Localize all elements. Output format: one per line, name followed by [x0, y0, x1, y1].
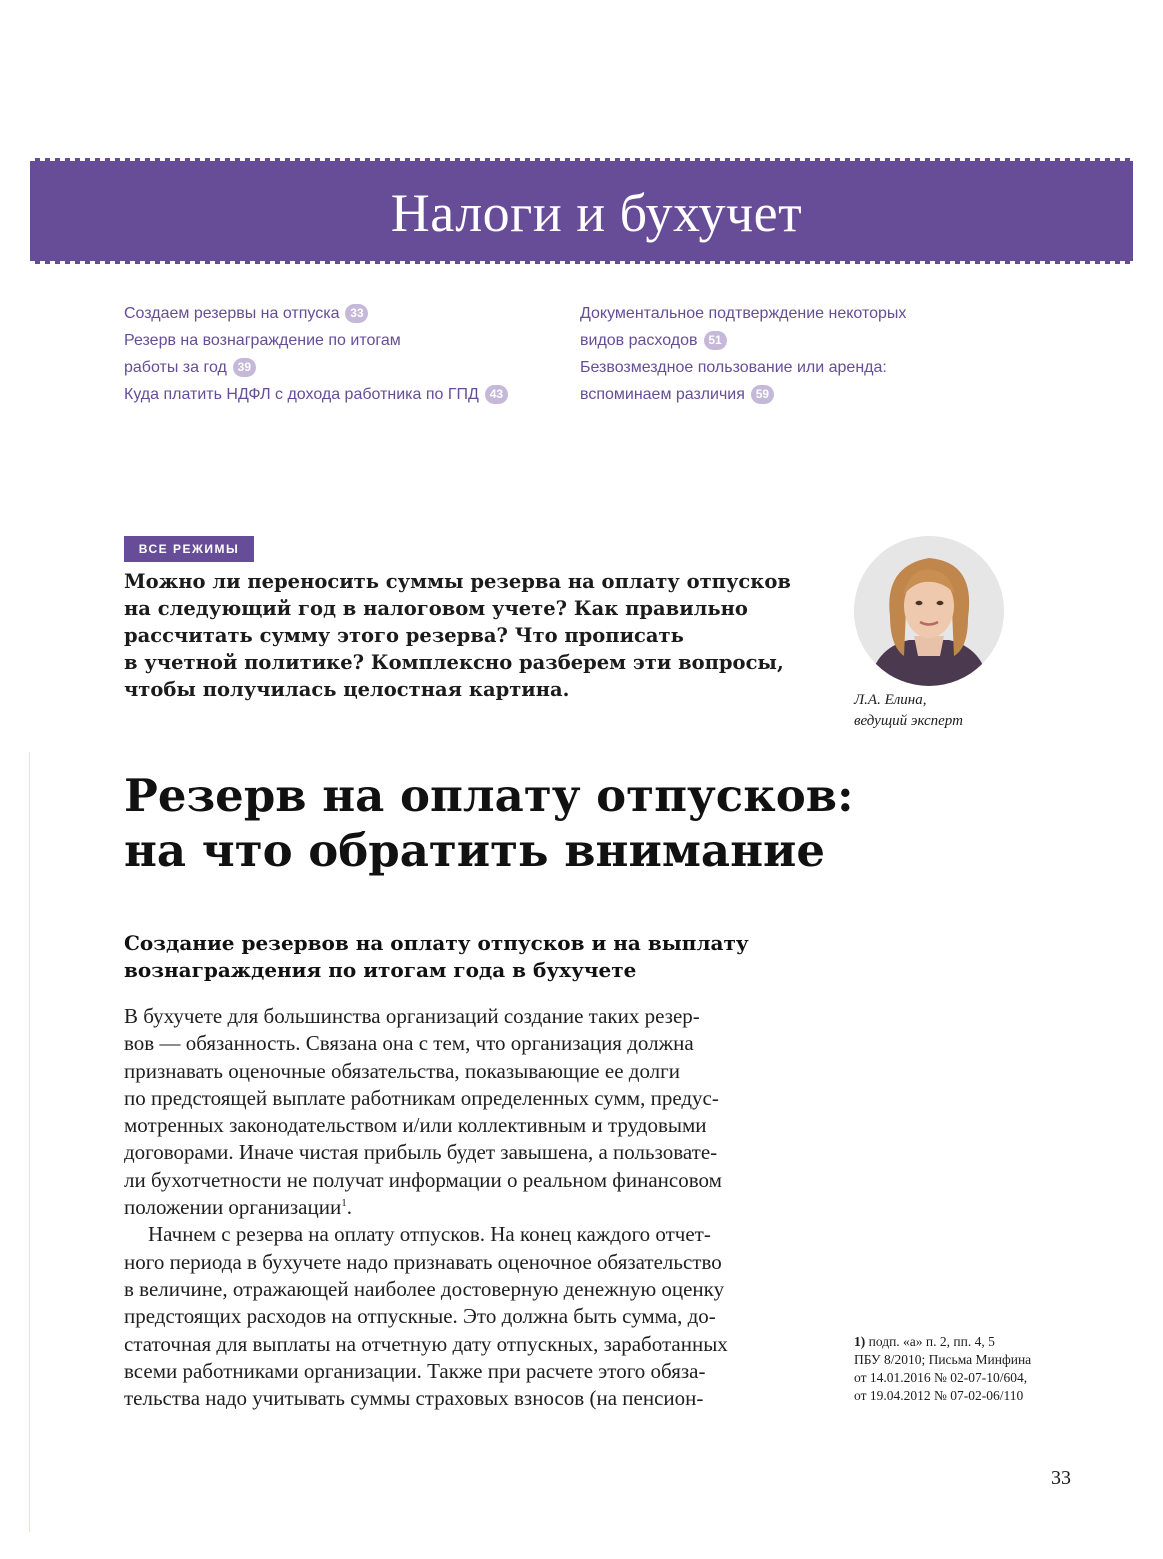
footnote-line: от 14.01.2016 № 02-07-10/604, [854, 1370, 1028, 1385]
toc-entry[interactable] [124, 381, 564, 408]
body-line [124, 1194, 804, 1221]
toc-page-badge: 39 [233, 358, 256, 377]
toc-entry-text: Создаем резервы на отпуска [124, 305, 340, 322]
author-avatar [854, 536, 1004, 686]
body-line: тельства надо учитывать суммы страховых взносов (на пенсион- [124, 1386, 704, 1411]
toc-page-badge: 51 [704, 331, 727, 350]
lead-line: на следующий год в налоговом учете? Как правильно [124, 597, 748, 620]
body-line: мотренных законодательством и/или коллективным и трудовыми [124, 1113, 707, 1138]
article-body [124, 1003, 804, 1412]
body-line: Начнем с резерва на оплату отпусков. На конец каждого отчет- [148, 1222, 711, 1247]
footnote-line: от 19.04.2012 № 07-02-06/110 [854, 1388, 1024, 1403]
body-line: в величине, отражающей наиболее достоверную денежную оценку [124, 1276, 725, 1301]
body-paragraph-1 [124, 1003, 804, 1221]
body-line: ли бухотчетности не получат информации о реальном финансовом [124, 1167, 722, 1192]
lead-paragraph [124, 568, 824, 703]
author-caption [854, 690, 1054, 732]
toc-entry[interactable] [580, 381, 1020, 408]
toc-left-column [124, 300, 564, 408]
toc-entry[interactable] [124, 327, 564, 354]
toc-entry[interactable] [124, 300, 564, 327]
body-line: договорами. Иначе чистая прибыль будет завышена, а пользовате- [124, 1140, 718, 1165]
body-line-text: положении организации [124, 1195, 342, 1220]
footnote-line [854, 1333, 1074, 1351]
footnote-ref[interactable]: 1 [341, 1197, 347, 1210]
body-line: статочная для выплаты на отчетную дату отпускных, заработанных [124, 1331, 728, 1356]
article-title [124, 768, 924, 878]
body-line: предстоящих расходов на отпускные. Это должна быть сумма, до- [124, 1304, 716, 1329]
toc-entry[interactable] [580, 300, 1020, 327]
footnote-text: подп. «а» п. 2, пп. 4, 5 [865, 1334, 995, 1349]
toc-entry-text: Куда платить НДФЛ с дохода работника по ГПД [124, 386, 479, 403]
article-title-line: на что обратить внимание [124, 824, 826, 877]
toc-entry-text: Безвозмездное пользование или аренда: [580, 359, 887, 376]
article-title-line: Резерв на оплату отпусков: [124, 769, 854, 822]
section-heading-line: вознаграждения по итогам года в бухучете [124, 958, 637, 982]
toc-entry[interactable] [124, 354, 564, 381]
body-line: ного периода в бухучете надо признавать оценочное обязательство [124, 1249, 722, 1274]
footnote-number: 1) [854, 1334, 866, 1349]
toc-entry-text: работы за год [124, 359, 227, 376]
section-heading-line: Создание резервов на оплату отпусков и на выплату [124, 931, 749, 955]
lead-line: рассчитать сумму этого резерва? Что прописать [124, 624, 684, 647]
toc-entry[interactable] [580, 354, 1020, 381]
toc-page-badge: 33 [345, 304, 368, 323]
regime-tag: ВСЕ РЕЖИМЫ [124, 536, 254, 562]
page-number: 33 [1051, 1467, 1071, 1489]
body-line: вов — обязанность. Связана она с тем, что организация должна [124, 1031, 694, 1056]
author-role: ведущий эксперт [854, 713, 963, 729]
toc-page-badge: 59 [751, 385, 774, 404]
toc-entry-text: Документальное подтверждение некоторых [580, 305, 907, 322]
author-portrait [854, 536, 1004, 686]
lead-line: чтобы получилась целостная картина. [124, 678, 570, 701]
body-line: всеми работниками организации. Также при расчете этого обяза- [124, 1358, 706, 1383]
lead-line: в учетной политике? Комплексно разберем эти вопросы, [124, 651, 784, 674]
margin-rule [29, 752, 30, 1532]
body-line-end: . [346, 1195, 352, 1220]
toc-page-badge: 43 [485, 385, 508, 404]
body-line: В бухучете для большинства организаций создание таких резер- [124, 1004, 700, 1028]
footnote-line: ПБУ 8/2010; Письма Минфина [854, 1352, 1032, 1367]
section-heading [124, 930, 824, 984]
body-paragraph-2 [124, 1221, 804, 1412]
section-title: Налоги и бухучет [390, 183, 803, 243]
body-line: по предстоящей выплате работникам определенных сумм, предус- [124, 1085, 719, 1110]
toc-right-column [580, 300, 1020, 408]
lead-line: Можно ли переносить суммы резерва на оплату отпусков [124, 570, 791, 593]
toc-entry-text: Резерв на вознаграждение по итогам [124, 332, 401, 349]
author-name: Л.А. Елина, [854, 692, 927, 708]
section-banner [30, 158, 1133, 264]
toc-entry-text: вспоминаем различия [580, 386, 745, 403]
footnote [854, 1333, 1074, 1405]
toc-entry[interactable] [580, 327, 1020, 354]
toc-entry-text: видов расходов [580, 332, 698, 349]
body-line: признавать оценочные обязательства, показывающие ее долги [124, 1058, 680, 1083]
